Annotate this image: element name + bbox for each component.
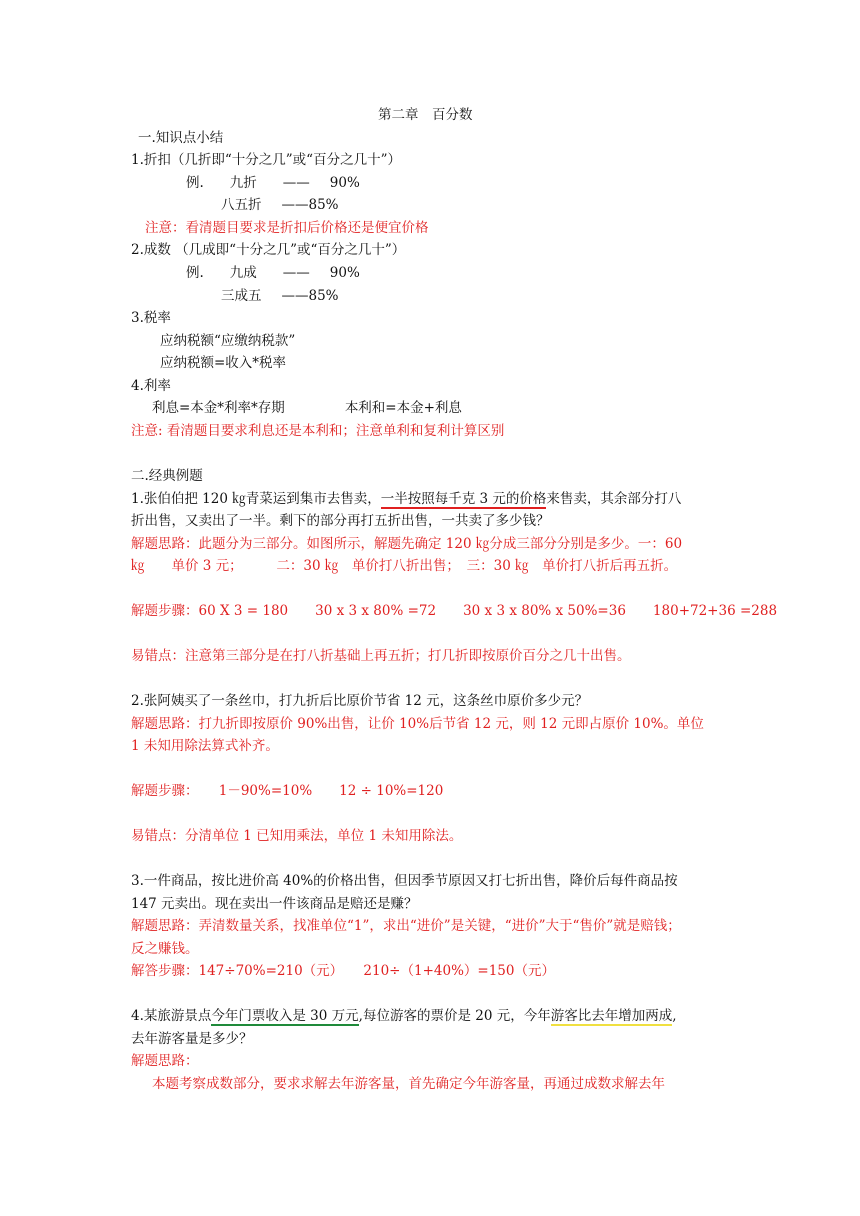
highlighted-phrase: 游客比去年增加两成 — [550, 1008, 673, 1024]
question-line — [131, 490, 681, 508]
solution-idea: 解题思路：弄清数量关系，找准单位“1”，求出“进价”是关键，“进价”大于“售价”就是赔钱； — [131, 918, 681, 934]
question-line: 折出售，又卖出了一半。剩下的部分再打五折出售，一共卖了多少钱？ — [131, 513, 550, 529]
example-line — [221, 196, 339, 214]
body-text: 应纳税额“应缴纳税款” — [160, 333, 296, 349]
common-mistake: 易错点：注意第三部分是在打八折基础上再五折；打几折即按原价百分之几十出售。 — [131, 648, 631, 664]
question-text: 1.张伯伯把 120 ㎏青菜运到集市去售卖， — [131, 491, 381, 507]
question-line: 去年游客量是多少？ — [131, 1031, 253, 1047]
solution-steps: 解答步骤：147÷70%=210（元） 210÷（1+40%）=150（元） — [131, 963, 555, 979]
formula-line — [152, 399, 462, 417]
example-label: 例. — [186, 265, 204, 281]
example-term: 九成 — [229, 265, 257, 281]
note-text: 注意: 看清题目要求利息还是本利和；注意单利和复利计算区别 — [131, 423, 505, 439]
note-text: 注意：看清题目要求是折扣后价格还是便宜价格 — [145, 220, 429, 236]
example-term: 三成五 — [221, 288, 262, 304]
solution-steps: 解题步骤： 1－90%=10% 12 ÷ 10%=120 — [131, 783, 444, 799]
question-line: 2.张阿姨买了一条丝巾，打九折后比原价节省 12 元，这条丝巾原价多少元？ — [131, 693, 589, 709]
solution-idea: 解题思路：打九折即按原价 90%出售，让价 10%后节省 12 元，则 12 元即占原价 10%。单位 — [131, 716, 704, 732]
solution-idea: ㎏ 单价 3 元； 二：30 ㎏ 单价打八折出售； 三：30 ㎏ 单价打八折后再五折。 — [131, 558, 678, 574]
example-value: 90% — [329, 265, 360, 281]
solution-idea: 1 未知用除法算式补齐。 — [131, 738, 279, 754]
question-text: , — [672, 1008, 677, 1024]
question-line: 3.一件商品，按比进价高 40%的价格出售，但因季节原因又打七折出售，降价后每件商品按 — [131, 873, 678, 889]
body-text: 应纳税额=收入*税率 — [160, 355, 287, 371]
question-line — [131, 1007, 677, 1025]
page-title: 第二章 百分数 — [378, 107, 473, 123]
question-text: ,每位游客的票价是 20 元，今年 — [358, 1008, 551, 1024]
question-text: 4.某旅游景点 — [131, 1008, 212, 1024]
example-term: 八五折 — [221, 197, 262, 213]
example-line — [186, 264, 360, 282]
example-label: 例. — [186, 175, 204, 191]
highlighted-phrase: 今年门票收入是 30 万元 — [211, 1008, 359, 1024]
example-dash: —— — [282, 265, 310, 281]
point-heading: 4.利率 — [131, 378, 171, 394]
solution-idea: 解题思路： — [131, 1053, 199, 1069]
common-mistake: 易错点：分清单位 1 已知用乘法，单位 1 未知用除法。 — [131, 828, 463, 844]
point-heading: 3.税率 — [131, 310, 171, 326]
example-line — [221, 287, 339, 305]
example-value: 90% — [329, 175, 360, 191]
example-line — [186, 174, 360, 192]
example-value: ——85% — [281, 197, 339, 213]
point-heading: 1.折扣（几折即“十分之几”或“百分之几十”） — [131, 152, 401, 168]
solution-idea: 解题思路：此题分为三部分。如图所示，解题先确定 120 ㎏分成三部分分别是多少。一：60 — [131, 536, 683, 552]
formula: 利息=本金*利率*存期 — [152, 400, 285, 416]
highlighted-phrase: 一半按照每千克 3 元的价格 — [380, 491, 547, 507]
section-heading: 一.知识点小结 — [138, 130, 224, 146]
solution-idea: 本题考察成数部分，要求求解去年游客量，首先确定今年游客量，再通过成数求解去年 — [152, 1076, 665, 1092]
formula: 本利和=本金+利息 — [344, 400, 462, 416]
example-value: ——85% — [281, 288, 339, 304]
solution-steps: 解题步骤：60 X 3 = 180 30 x 3 x 80% =72 30 x 3 x 80% x 50%=36 180+72+36 =288 — [131, 603, 778, 619]
point-heading: 2.成数 （几成即“十分之几”或“百分之几十”） — [131, 242, 406, 258]
example-term: 九折 — [229, 175, 257, 191]
section-heading: 二.经典例题 — [131, 468, 203, 484]
solution-idea: 反之赚钱。 — [131, 941, 199, 957]
example-dash: —— — [282, 175, 310, 191]
question-line: 147 元卖出。现在卖出一件该商品是赔还是赚？ — [131, 896, 418, 912]
question-text: 来售卖，其余部分打八 — [546, 491, 682, 507]
